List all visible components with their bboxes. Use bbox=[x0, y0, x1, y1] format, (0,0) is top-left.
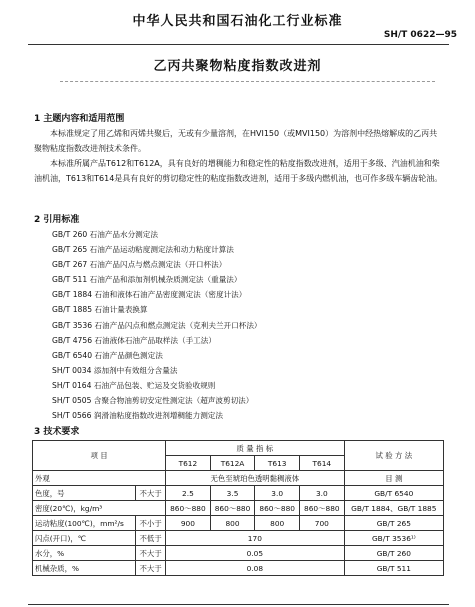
reference-item: GB/T 511 石油产品和添加剂机械杂质测定法（重量法） bbox=[52, 275, 242, 285]
method-cell: GB/T 1884、GB/T 1885 bbox=[344, 501, 443, 516]
grade-cell: T614 bbox=[300, 456, 345, 471]
method-cell: GB/T 6540 bbox=[344, 486, 443, 501]
header-quality: 质 量 指 标 bbox=[166, 441, 345, 456]
item-cell: 水分，% bbox=[33, 546, 136, 561]
reference-item: GB/T 265 石油产品运动粘度测定法和动力粘度计算法 bbox=[52, 245, 234, 255]
condition-cell: 不低于 bbox=[136, 531, 166, 546]
doc-title: 乙丙共聚物粘度指数改进剂 bbox=[153, 59, 322, 74]
grade-cell: T613 bbox=[255, 456, 300, 471]
section-1-heading: 1 主题内容和适用范围 bbox=[34, 114, 125, 124]
condition-cell: 不大于 bbox=[136, 546, 166, 561]
table-header-row bbox=[33, 441, 444, 456]
value-cell: 2.5 bbox=[166, 486, 211, 501]
table-row bbox=[33, 516, 444, 531]
method-cell: GB/T 511 bbox=[344, 561, 443, 576]
table-row bbox=[33, 501, 444, 516]
spec-table bbox=[32, 440, 444, 576]
reference-item: GB/T 1885 石油计量表换算 bbox=[52, 305, 148, 315]
method-cell: 目 测 bbox=[344, 471, 443, 486]
section-3-heading: 3 技术要求 bbox=[34, 427, 80, 437]
reference-item: GB/T 1884 石油和液体石油产品密度测定法（密度计法） bbox=[52, 290, 247, 300]
table-row bbox=[33, 546, 444, 561]
item-cell: 外观 bbox=[33, 471, 166, 486]
header-method: 试 验 方 法 bbox=[344, 441, 443, 471]
value-cell: 3.0 bbox=[255, 486, 300, 501]
reference-item: SH/T 0505 含聚合物油剪切安定性测定法（超声波剪切法） bbox=[52, 396, 254, 406]
value-cell: 900 bbox=[166, 516, 211, 531]
value-cell: 0.05 bbox=[166, 546, 345, 561]
table-row bbox=[33, 561, 444, 576]
reference-item: GB/T 260 石油产品水分测定法 bbox=[52, 230, 158, 239]
reference-item: GB/T 3536 石油产品闪点和燃点测定法（克利夫兰开口杯法） bbox=[52, 320, 262, 330]
table-row bbox=[33, 486, 444, 501]
value-cell: 0.08 bbox=[166, 561, 345, 576]
header-rule bbox=[28, 44, 449, 45]
value-cell: 860～880 bbox=[255, 501, 300, 516]
value-cell: 800 bbox=[210, 516, 255, 531]
reference-list bbox=[52, 227, 262, 423]
reference-item: GB/T 4756 石油液体石油产品取样法（手工法） bbox=[52, 335, 216, 345]
item-cell: 色度，号 bbox=[33, 486, 136, 501]
value-cell: 无色至琥珀色透明黏稠液体 bbox=[166, 471, 345, 486]
value-cell: 3.0 bbox=[300, 486, 345, 501]
method-cell: GB/T 3536¹⁾ bbox=[344, 531, 443, 546]
grade-cell: T612 bbox=[166, 456, 211, 471]
condition-cell: 不大于 bbox=[136, 561, 166, 576]
condition-cell: 不小于 bbox=[136, 516, 166, 531]
reference-item: GB/T 267 石油产品闪点与燃点测定法（开口杯法） bbox=[52, 260, 227, 270]
value-cell: 170 bbox=[166, 531, 345, 546]
value-cell: 3.5 bbox=[210, 486, 255, 501]
section-1-paragraph-1: 本标准规定了用乙烯和丙烯共聚后，无或有少量溶剂，在HVI150（或MVI150）为溶剂中经热熔解成的乙丙共聚物粘度指数改进剂技术条件。 bbox=[34, 129, 438, 153]
item-cell: 运动粘度(100℃)，mm²/s bbox=[33, 516, 136, 531]
reference-item: GB/T 6540 石油产品颜色测定法 bbox=[52, 350, 163, 360]
table-row bbox=[33, 471, 444, 486]
table-row bbox=[33, 531, 444, 546]
value-cell: 860～880 bbox=[210, 501, 255, 516]
value-cell: 700 bbox=[300, 516, 345, 531]
footer-rule bbox=[28, 604, 449, 605]
condition-cell: 不大于 bbox=[136, 486, 166, 501]
value-cell: 860～880 bbox=[166, 501, 211, 516]
org-title: 中华人民共和国石油化工行业标准 bbox=[132, 14, 343, 29]
section-1-paragraph-2: 本标准所属产品T612和T612A，具有良好的增稠能力和稳定性的粘度指数改进剂，适用于多级、汽油机油和柴油机油，T613和T614是具有良好的剪切稳定性的粘度指数改进剂，适用于多级内燃机油，也可作多级车辆齿轮油。 bbox=[34, 159, 443, 183]
method-cell: GB/T 260 bbox=[344, 546, 443, 561]
reference-item: SH/T 0566 润滑油粘度指数改进剂增稠能力测定法 bbox=[52, 411, 223, 421]
section-2-heading: 2 引用标准 bbox=[34, 215, 80, 225]
item-cell: 闪点(开口)，℃ bbox=[33, 531, 136, 546]
reference-item: SH/T 0164 石油产品包装、贮运及交货验收规则 bbox=[52, 380, 216, 390]
reference-item: SH/T 0034 添加剂中有效组分含量法 bbox=[52, 365, 178, 375]
method-cell: GB/T 265 bbox=[344, 516, 443, 531]
value-cell: 800 bbox=[255, 516, 300, 531]
header-item: 项 目 bbox=[33, 441, 166, 471]
item-cell: 机械杂质，% bbox=[33, 561, 136, 576]
grade-cell: T612A bbox=[210, 456, 255, 471]
standard-number: SH/T 0622—95 bbox=[383, 30, 457, 40]
title-separator bbox=[60, 81, 435, 82]
value-cell: 860～880 bbox=[300, 501, 345, 516]
item-cell: 密度(20℃)，kg/m³ bbox=[33, 501, 166, 516]
